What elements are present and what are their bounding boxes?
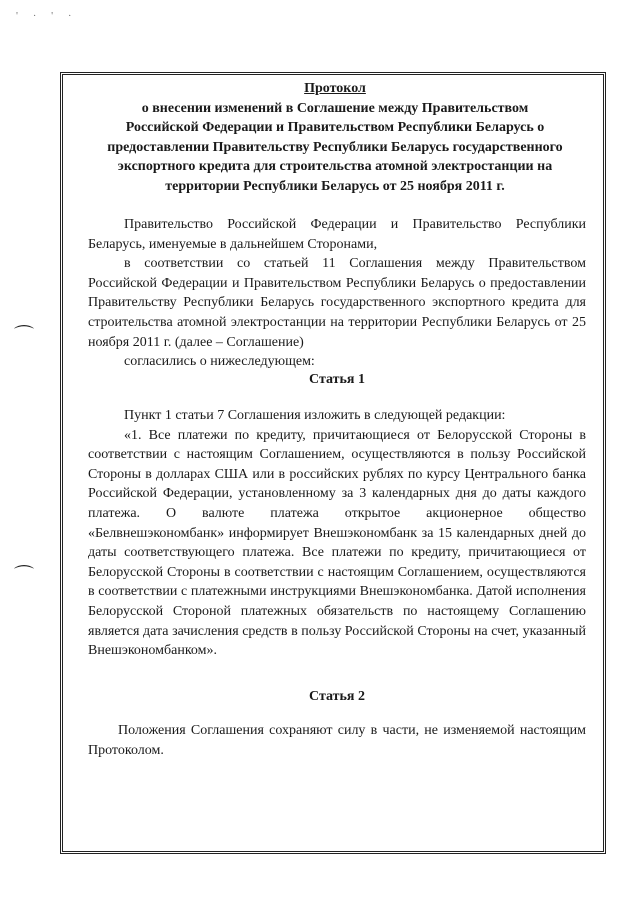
hole-punch-mark-top: ⌒ [14,325,34,347]
article-1-text: «1. Все платежи по кредиту, причитающиеся от Белорусской Стороны в соответствии с настоящим Соглашением, осуществляются в пользу Российской Стороны в долларах США или в российских рублях по курсу Центрального банка Российской Федерации, установленному за 3 календарных дня до даты каждого платежа. О валюте платежа открытое акционерное общество «Белвнешэкономбанк» информирует Внешэкономбанк за 15 календарных дней до даты соответствующего платежа. Все платежи по кредиту, причитающиеся от Белорусской Стороны в соответствии с настоящим Соглашением, осуществляются в соответствии с платежными инструкциями Внешэкономбанка. Датой исполнения Белорусской Стороной платежных обязательств по настоящему Соглашению является дата зачисления средств в пользу Российской Стороны на счет, указанный Внешэкономбанком». [88,427,586,659]
protocol-title: Протокол [304,81,366,96]
article-2-text: Положения Соглашения сохраняют силу в части, не изменяемой настоящим Протоколом. [88,723,586,758]
article-1-body [88,406,586,661]
preamble-parties: Правительство Российской Федерации и Правительство Республики Беларусь, именуемые в дальнейшем Сторонами, [88,217,586,252]
article-1-title: Статья 1 [309,372,365,387]
header-line-1: о внесении изменений в Соглашение между Правительством [141,100,529,116]
article-1-intro: Пункт 1 статьи 7 Соглашения изложить в следующей редакции: [124,408,506,423]
header-line-5: территории Республики Беларусь от 25 ноября 2011 г. [165,178,505,194]
header-line-2: Российской Федерации и Правительством Республики Беларусь о [125,120,545,135]
article-2-body [88,721,586,760]
header-line-3: предоставлении Правительству Республики Беларусь государственного [107,139,563,155]
header-line-4: экспортного кредита для строительства атомной электростанции на [117,159,553,174]
article-2-title: Статья 2 [309,689,365,704]
preamble-agreed: согласились о нижеследующем: [124,354,315,370]
margin-specks: ' · ' · [16,10,78,22]
hole-punch-mark-bottom: ⌒ [14,565,34,587]
document-header [80,79,590,196]
preamble [88,215,586,372]
preamble-reference: в соответствии со статьей 11 Соглашения между Правительством Российской Федерации и Правительством Республики Беларусь о предоставлении Правительству Республики Беларусь государственного экспортного кредита для строительства атомной электростанции на территории Республики Беларусь от 25 ноября 2011 г. (далее – Соглашение) [88,256,586,350]
